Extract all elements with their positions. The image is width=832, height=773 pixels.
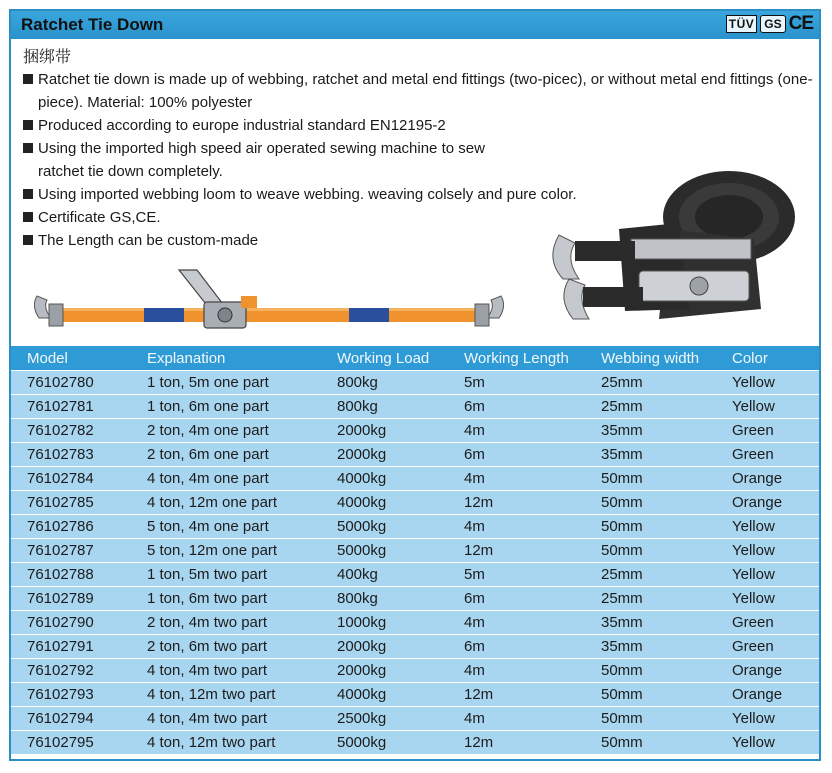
table-row — [11, 731, 819, 755]
table-row — [11, 563, 819, 587]
cell-webbing-width: 50mm — [585, 683, 716, 707]
cell-model: 76102785 — [11, 491, 131, 515]
cell-explanation: 4 ton, 12m two part — [131, 683, 321, 707]
cell-working-length: 4m — [448, 515, 585, 539]
bullet-square-icon — [23, 143, 33, 153]
table-row — [11, 419, 819, 443]
cell-webbing-width: 50mm — [585, 731, 716, 755]
gs-logo-icon: GS — [760, 15, 785, 33]
cell-working-length: 4m — [448, 467, 585, 491]
bullet-text: Using the imported high speed air operated sewing machine to sew ratchet tie down completely. — [38, 140, 485, 180]
cell-webbing-width: 35mm — [585, 443, 716, 467]
cell-working-load: 2000kg — [321, 635, 448, 659]
cell-explanation: 5 ton, 12m one part — [131, 539, 321, 563]
cell-working-length: 4m — [448, 659, 585, 683]
cell-working-load: 800kg — [321, 371, 448, 395]
cell-working-load: 2000kg — [321, 443, 448, 467]
cell-working-length: 6m — [448, 635, 585, 659]
cell-webbing-width: 35mm — [585, 419, 716, 443]
cell-color: Orange — [716, 467, 819, 491]
cell-webbing-width: 25mm — [585, 395, 716, 419]
cell-color: Yellow — [716, 707, 819, 731]
cell-model: 76102787 — [11, 539, 131, 563]
cell-working-load: 2000kg — [321, 419, 448, 443]
cell-working-load: 2000kg — [321, 659, 448, 683]
cell-model: 76102790 — [11, 611, 131, 635]
cell-model: 76102783 — [11, 443, 131, 467]
bullet-square-icon — [23, 120, 33, 130]
cell-explanation: 2 ton, 6m one part — [131, 443, 321, 467]
cell-color: Yellow — [716, 587, 819, 611]
table-row — [11, 683, 819, 707]
cell-working-load: 1000kg — [321, 611, 448, 635]
column-header-working-length: Working Length — [448, 346, 585, 371]
list-item — [23, 68, 813, 114]
cell-webbing-width: 50mm — [585, 515, 716, 539]
cell-working-load: 800kg — [321, 395, 448, 419]
cell-webbing-width: 50mm — [585, 539, 716, 563]
cell-working-length: 12m — [448, 731, 585, 755]
cell-color: Green — [716, 443, 819, 467]
column-header-webbing-width: Webbing width — [585, 346, 716, 371]
table-row — [11, 443, 819, 467]
product-sheet — [9, 9, 821, 761]
list-item — [23, 114, 813, 137]
cell-model: 76102780 — [11, 371, 131, 395]
cell-webbing-width: 35mm — [585, 635, 716, 659]
black-ratchet-strap-photo — [539, 159, 801, 337]
cell-model: 76102792 — [11, 659, 131, 683]
cell-working-length: 5m — [448, 371, 585, 395]
cell-color: Green — [716, 635, 819, 659]
cell-working-length: 12m — [448, 539, 585, 563]
cell-working-load: 4000kg — [321, 683, 448, 707]
cell-explanation: 5 ton, 4m one part — [131, 515, 321, 539]
ce-logo-icon: CE — [788, 13, 813, 34]
cell-webbing-width: 50mm — [585, 491, 716, 515]
cell-model: 76102786 — [11, 515, 131, 539]
cell-explanation: 4 ton, 4m two part — [131, 707, 321, 731]
cell-color: Orange — [716, 491, 819, 515]
cell-explanation: 1 ton, 6m one part — [131, 395, 321, 419]
certification-logos — [726, 14, 813, 34]
column-header-model: Model — [11, 346, 131, 371]
table-row — [11, 395, 819, 419]
table-row — [11, 491, 819, 515]
cell-working-length: 12m — [448, 683, 585, 707]
title-bar — [11, 11, 819, 39]
cell-explanation: 4 ton, 12m one part — [131, 491, 321, 515]
cell-working-load: 5000kg — [321, 731, 448, 755]
cell-working-load: 5000kg — [321, 515, 448, 539]
cell-model: 76102784 — [11, 467, 131, 491]
column-header-working-load: Working Load — [321, 346, 448, 371]
table-header-row — [11, 346, 819, 371]
cell-explanation: 1 ton, 5m two part — [131, 563, 321, 587]
specification-table — [11, 346, 819, 755]
cell-explanation: 1 ton, 5m one part — [131, 371, 321, 395]
bullet-square-icon — [23, 212, 33, 222]
cell-model: 76102782 — [11, 419, 131, 443]
cell-color: Yellow — [716, 371, 819, 395]
cell-model: 76102793 — [11, 683, 131, 707]
cell-explanation: 4 ton, 12m two part — [131, 731, 321, 755]
cell-model: 76102795 — [11, 731, 131, 755]
cell-explanation: 1 ton, 6m two part — [131, 587, 321, 611]
cell-explanation: 2 ton, 4m two part — [131, 611, 321, 635]
bullet-text: Ratchet tie down is made up of webbing, ratchet and metal end fittings (two-picec), or without metal end fittings (one-piece). Material: 100% polyester — [38, 71, 813, 111]
cell-color: Yellow — [716, 515, 819, 539]
cell-model: 76102791 — [11, 635, 131, 659]
table-row — [11, 515, 819, 539]
column-header-color: Color — [716, 346, 819, 371]
cell-color: Yellow — [716, 395, 819, 419]
cell-working-length: 6m — [448, 587, 585, 611]
bullet-text: Certificate GS,CE. — [38, 209, 161, 226]
cell-webbing-width: 25mm — [585, 587, 716, 611]
cell-color: Yellow — [716, 539, 819, 563]
table-row — [11, 587, 819, 611]
cell-webbing-width: 25mm — [585, 563, 716, 587]
list-item — [23, 137, 523, 183]
cell-webbing-width: 35mm — [585, 611, 716, 635]
bullet-text: The Length can be custom-made — [38, 232, 259, 249]
cell-working-length: 5m — [448, 563, 585, 587]
bullet-square-icon — [23, 189, 33, 199]
cell-working-load: 5000kg — [321, 539, 448, 563]
cell-webbing-width: 50mm — [585, 707, 716, 731]
cell-explanation: 2 ton, 4m one part — [131, 419, 321, 443]
cell-working-length: 4m — [448, 611, 585, 635]
cell-working-load: 800kg — [321, 587, 448, 611]
cell-working-load: 4000kg — [321, 491, 448, 515]
cell-color: Orange — [716, 683, 819, 707]
cell-model: 76102794 — [11, 707, 131, 731]
cell-working-load: 400kg — [321, 563, 448, 587]
table-row — [11, 659, 819, 683]
tuv-logo-icon: TÜV — [726, 15, 758, 33]
bullet-square-icon — [23, 74, 33, 84]
cell-working-length: 6m — [448, 395, 585, 419]
cell-webbing-width: 25mm — [585, 371, 716, 395]
cell-color: Yellow — [716, 731, 819, 755]
cell-working-length: 12m — [448, 491, 585, 515]
cell-explanation: 4 ton, 4m two part — [131, 659, 321, 683]
cell-working-load: 4000kg — [321, 467, 448, 491]
cell-color: Orange — [716, 659, 819, 683]
chinese-subtitle: 捆绑带 — [23, 49, 72, 66]
cell-webbing-width: 50mm — [585, 467, 716, 491]
table-row — [11, 635, 819, 659]
table-row — [11, 467, 819, 491]
cell-working-length: 6m — [448, 443, 585, 467]
page-title: Ratchet Tie Down — [21, 15, 164, 34]
bullet-text: Produced according to europe industrial standard EN12195-2 — [38, 117, 446, 134]
table-row — [11, 611, 819, 635]
cell-model: 76102788 — [11, 563, 131, 587]
cell-explanation: 4 ton, 4m one part — [131, 467, 321, 491]
bullet-text: Using imported webbing loom to weave webbing. weaving colsely and pure color. — [38, 186, 577, 203]
cell-explanation: 2 ton, 6m two part — [131, 635, 321, 659]
cell-working-length: 4m — [448, 707, 585, 731]
table-row — [11, 707, 819, 731]
cell-working-length: 4m — [448, 419, 585, 443]
cell-working-load: 2500kg — [321, 707, 448, 731]
cell-model: 76102781 — [11, 395, 131, 419]
table-row — [11, 371, 819, 395]
cell-color: Green — [716, 419, 819, 443]
ratchet-strap-illustration — [29, 266, 509, 336]
cell-model: 76102789 — [11, 587, 131, 611]
bullet-square-icon — [23, 235, 33, 245]
cell-color: Yellow — [716, 563, 819, 587]
table-row — [11, 539, 819, 563]
cell-webbing-width: 50mm — [585, 659, 716, 683]
cell-color: Green — [716, 611, 819, 635]
column-header-explanation: Explanation — [131, 346, 321, 371]
